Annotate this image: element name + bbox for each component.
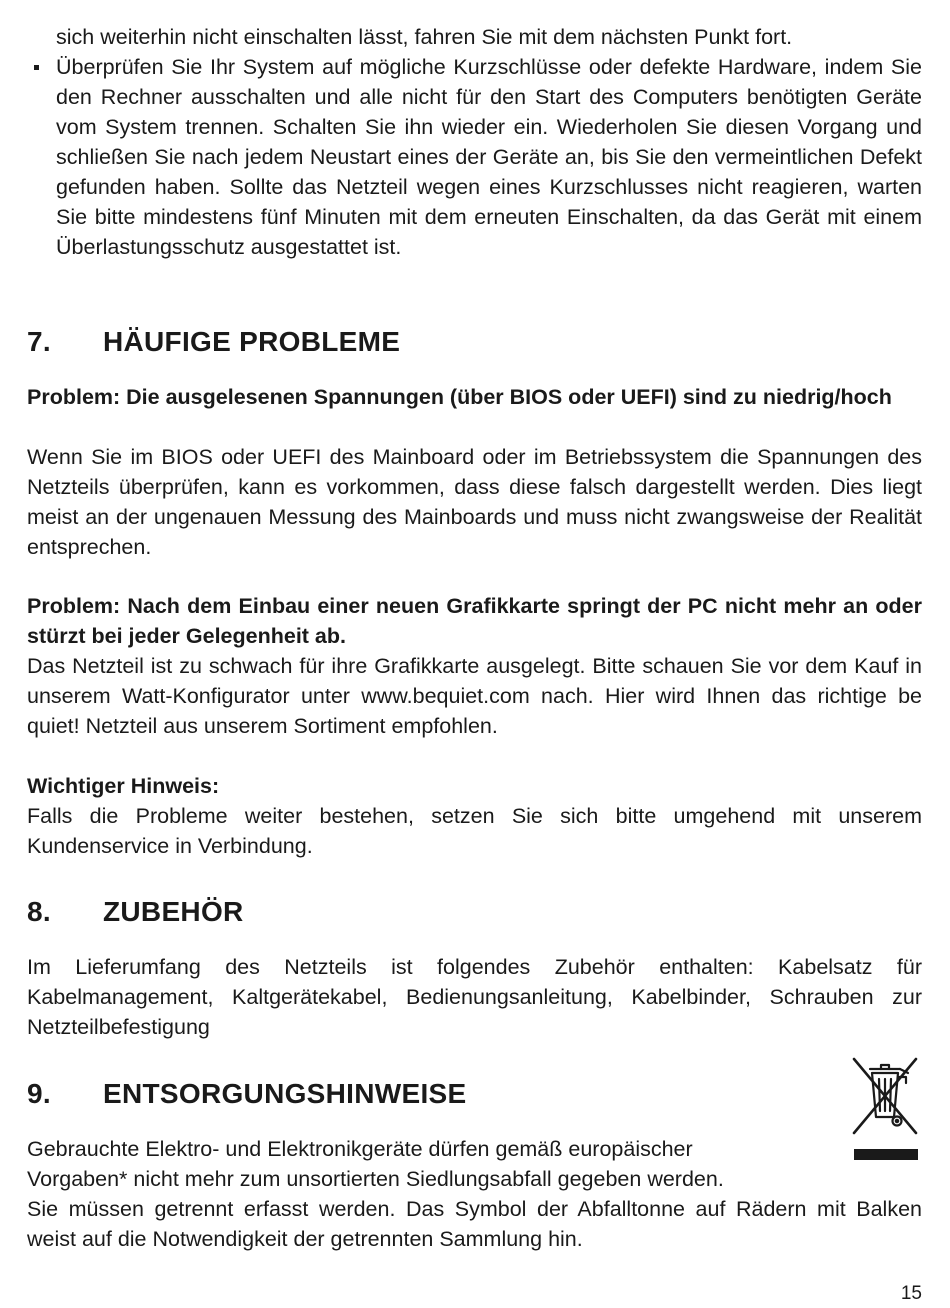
bullet-square-icon — [34, 65, 39, 70]
section-7-title: HÄUFIGE PROBLEME — [103, 326, 401, 357]
crossed-out-wheelie-bin-icon — [848, 1055, 922, 1163]
section-8-heading — [27, 895, 244, 929]
problem-2-title: Problem: Nach dem Einbau einer neuen Grafikkarte springt der PC nicht mehr an oder stürzt bei jeder Gelegenheit ab. — [27, 594, 922, 648]
section-7-heading — [27, 325, 400, 359]
section-9-text: Sie müssen getrennt erfasst werden. Das Symbol der Abfalltonne auf Rädern mit Balken weist auf die Notwendigkeit der getrennten Sammlung hin. — [27, 1197, 922, 1251]
section-8-number: 8. — [27, 896, 51, 927]
intro-continuation: sich weiterhin nicht einschalten lässt, fahren Sie mit dem nächsten Punkt fort. — [56, 25, 793, 49]
section-8-title: ZUBEHÖR — [103, 896, 244, 927]
section-9-heading — [27, 1077, 467, 1111]
section-9-line-1: Gebrauchte Elektro- und Elektronikgeräte dürfen gemäß europäischer — [27, 1137, 693, 1161]
page-number: 15 — [900, 1283, 922, 1304]
problem-1-text: Wenn Sie im BIOS oder UEFI des Mainboard oder im Betriebssystem die Spannungen des Netzteils überprüfen, kann es vorkommen, dass diese falsch dargestellt werden. Dies liegt meist an der ungenauen Messung des Mainboards und muss nicht zwangsweise der Realität entsprechen. — [27, 445, 922, 559]
important-note-text: Falls die Probleme weiter bestehen, setzen Sie sich bitte umgehend mit unserem Kundenservice in Verbindung. — [27, 804, 922, 858]
problem-2-text: Das Netzteil ist zu schwach für ihre Grafikkarte ausgelegt. Bitte schauen Sie vor dem Kauf in unserem Watt-Konfigurator unter www.bequiet.com nach. Hier wird Ihnen das richtige be quiet! Netzteil aus unserem Sortiment empfohlen. — [27, 654, 922, 738]
section-9-number: 9. — [27, 1078, 51, 1109]
intro-bullet-text: Überprüfen Sie Ihr System auf mögliche Kurzschlüsse oder defekte Hardware, indem Sie den Rechner ausschalten und alle nicht für den Start des Computers benötigten Geräte vom System trennen. Schalten Sie ihn wieder ein. Wiederholen Sie diesen Vorgang und schließen Sie nach jedem Neustart eines der Geräte an, bis Sie den vermeintlichen Defekt gefunden haben. Sollte das Netzteil wegen eines Kurzschlusses nicht reagieren, warten Sie bitte mindestens fünf Minuten mit dem erneuten Einschalten, da das Gerät mit einem Überlastungsschutz ausgestattet ist. — [56, 55, 922, 259]
section-9-title: ENTSORGUNGSHINWEISE — [103, 1078, 467, 1109]
important-note-title: Wichtiger Hinweis: — [27, 774, 220, 798]
section-9-line-2: Vorgaben* nicht mehr zum unsortierten Siedlungsabfall gegeben werden. — [27, 1167, 724, 1191]
problem-1-title: Problem: Die ausgelesenen Spannungen (über BIOS oder UEFI) sind zu niedrig/hoch — [27, 385, 892, 409]
section-8-text: Im Lieferumfang des Netzteils ist folgendes Zubehör enthalten: Kabelsatz für Kabelmanagement, Kaltgerätekabel, Bedienungsanleitung, Kabelbinder, Schrauben zur Netzteilbefestigung — [27, 955, 922, 1039]
section-7-number: 7. — [27, 326, 51, 357]
